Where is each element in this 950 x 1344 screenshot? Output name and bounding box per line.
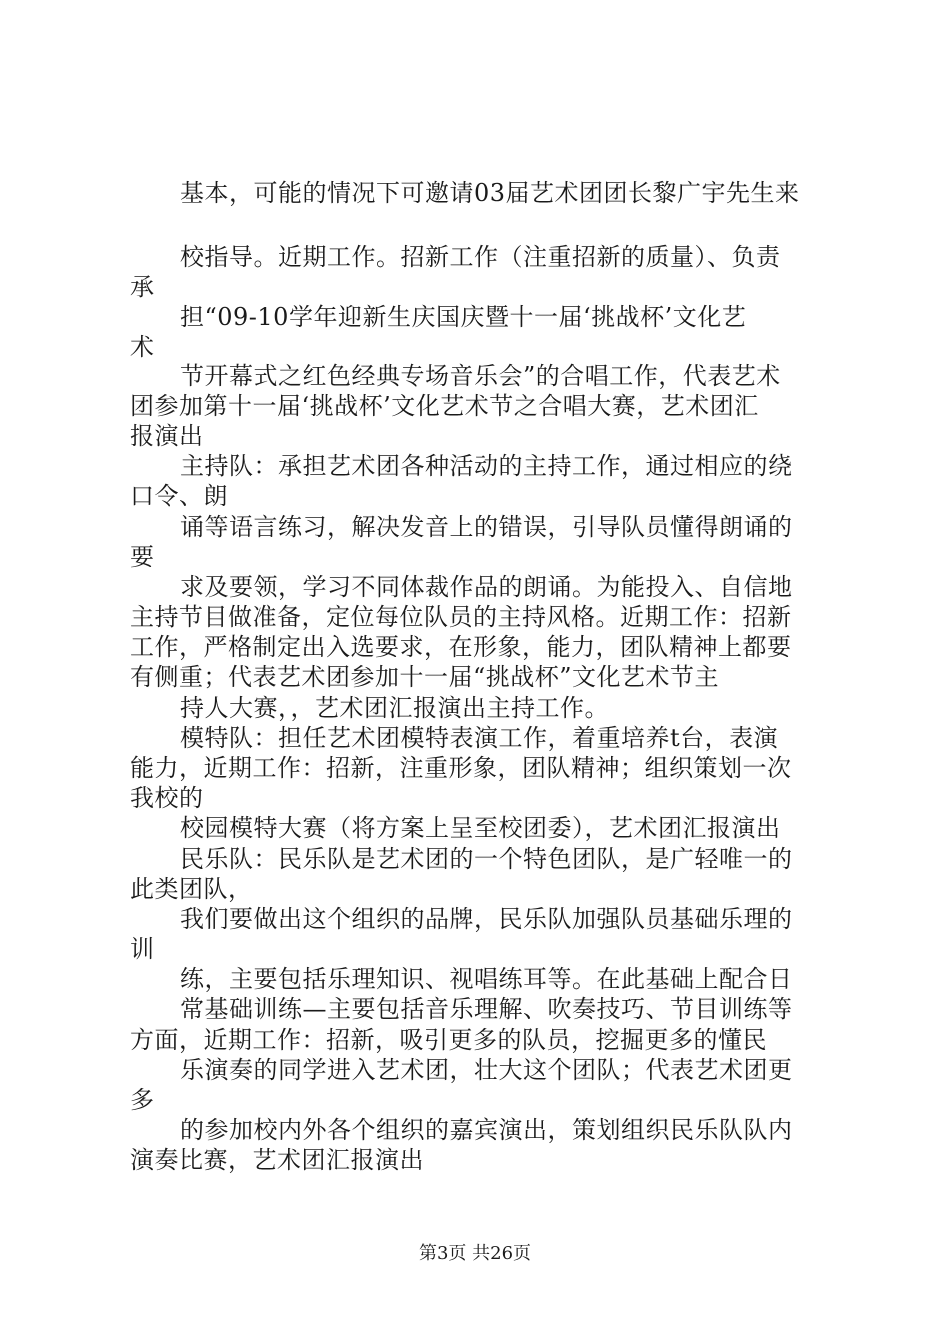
text-line: 求及要领，学习不同体裁作品的朗诵。为能投入、自信地 xyxy=(180,573,793,601)
text-line: 主持队：承担艺术团各种活动的主持工作，通过相应的绕 xyxy=(180,452,793,480)
text-line: 口令、朗 xyxy=(130,482,228,510)
text-line: 校园模特大赛（将方案上呈至校团委），艺术团汇报演出 xyxy=(180,814,781,842)
text-line: 承 xyxy=(130,273,155,301)
text-line: 持人大赛，，艺术团汇报演出主持工作。 xyxy=(180,694,609,722)
page-number-footer: 第3页 共26页 xyxy=(418,1243,532,1264)
text-line: 能力，近期工作：招新，注重形象，团队精神；组织策划一次 xyxy=(130,754,792,782)
text-line: 的参加校内外各个组织的嘉宾演出，策划组织民乐队队内 xyxy=(180,1116,793,1144)
text-line: 基本，可能的情况下可邀请03届艺术团团长黎广宇先生来 xyxy=(180,179,800,207)
text-line: 工作，严格制定出入选要求，在形象，能力，团队精神上都要 xyxy=(130,633,792,661)
text-line: 乐演奏的同学进入艺术团，壮大这个团队；代表艺术团更 xyxy=(180,1056,793,1084)
text-line: 多 xyxy=(130,1086,155,1114)
text-line: 演奏比赛，艺术团汇报演出 xyxy=(130,1146,424,1174)
text-line: 诵等语言练习，解决发音上的错误，引导队员懂得朗诵的 xyxy=(180,513,793,541)
text-line: 担“09-10学年迎新生庆国庆暨十一届‘挑战杯’文化艺 xyxy=(180,303,747,331)
text-line: 民乐队：民乐队是艺术团的一个特色团队，是广轻唯一的 xyxy=(180,845,793,873)
text-line: 练，主要包括乐理知识、视唱练耳等。在此基础上配合日 xyxy=(180,965,793,993)
text-line: 术 xyxy=(130,333,155,361)
text-line: 节开幕式之红色经典专场音乐会”的合唱工作，代表艺术 xyxy=(180,362,781,390)
text-line: 方面，近期工作：招新，吸引更多的队员，挖掘更多的懂民 xyxy=(130,1026,767,1054)
text-line: 报演出 xyxy=(130,422,204,450)
text-line: 训 xyxy=(130,935,155,963)
text-line: 校指导。近期工作。招新工作（注重招新的质量）、负责 xyxy=(180,243,781,271)
text-line: 要 xyxy=(130,543,155,571)
text-line: 常基础训练—主要包括音乐理解、吹奏技巧、节目训练等 xyxy=(180,995,793,1023)
text-line: 我们要做出这个组织的品牌，民乐队加强队员基础乐理的 xyxy=(180,905,793,933)
text-line: 此类团队， xyxy=(130,875,253,903)
text-line: 团参加第十一届‘挑战杯’文化艺术节之合唱大赛，艺术团汇 xyxy=(130,392,759,420)
text-line: 主持节目做准备，定位每位队员的主持风格。近期工作：招新 xyxy=(130,603,792,631)
text-line: 有侧重；代表艺术团参加十一届“挑战杯”文化艺术节主 xyxy=(130,663,720,691)
text-line: 模特队：担任艺术团模特表演工作，着重培养t台，表演 xyxy=(180,724,779,752)
text-line: 我校的 xyxy=(130,784,204,812)
